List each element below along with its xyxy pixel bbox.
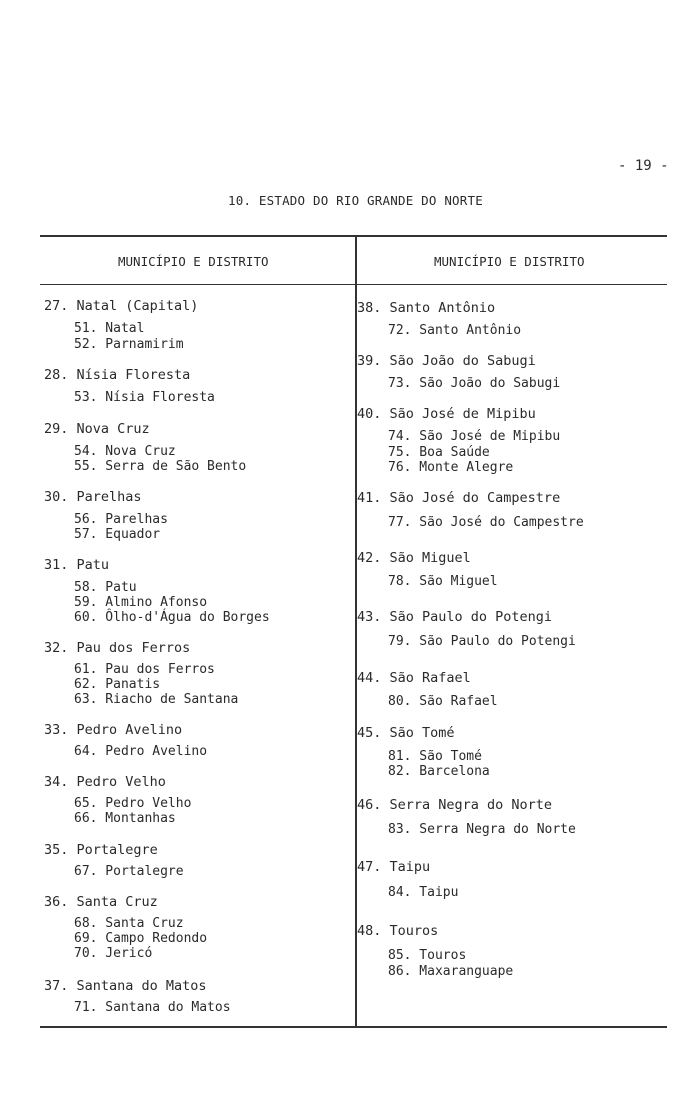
distrito-entry: 61. Pau dos Ferros [74, 662, 215, 677]
distrito-entry: 53. Nísia Floresta [74, 390, 215, 405]
distrito-entry: 80. São Rafael [388, 694, 498, 709]
municipio-entry: 30. Parelhas [44, 489, 142, 505]
municipio-entry: 27. Natal (Capital) [44, 298, 199, 314]
distrito-entry: 68. Santa Cruz [74, 916, 184, 931]
distrito-entry: 57. Equador [74, 527, 161, 542]
municipio-entry: 44. São Rafael [357, 670, 471, 686]
distrito-entry: 71. Santana do Matos [74, 1000, 231, 1015]
municipio-entry: 46. Serra Negra do Norte [357, 797, 553, 813]
distrito-entry: 73. São João do Sabugi [388, 376, 561, 391]
distrito-entry: 56. Parelhas [74, 512, 168, 527]
municipio-entry: 45. São Tomé [357, 725, 455, 741]
distrito-entry: 81. São Tomé [388, 749, 482, 764]
municipio-entry: 29. Nova Cruz [44, 421, 150, 437]
distrito-entry: 51. Natal [74, 321, 145, 336]
column-header-right: MUNICÍPIO E DISTRITO [434, 254, 585, 269]
municipio-entry: 38. Santo Antônio [357, 300, 496, 316]
municipio-entry: 36. Santa Cruz [44, 894, 158, 910]
municipio-entry: 35. Portalegre [44, 842, 158, 858]
distrito-entry: 75. Boa Saúde [388, 445, 490, 460]
distrito-entry: 52. Parnamirim [74, 337, 184, 352]
distrito-entry: 82. Barcelona [388, 764, 490, 779]
distrito-entry: 66. Montanhas [74, 811, 176, 826]
municipio-entry: 32. Pau dos Ferros [44, 640, 191, 656]
municipio-entry: 34. Pedro Velho [44, 774, 166, 790]
distrito-entry: 76. Monte Alegre [388, 460, 514, 475]
table-bottom-rule [40, 1026, 667, 1028]
municipio-entry: 47. Taipu [357, 859, 431, 875]
table-header-rule [40, 284, 667, 285]
distrito-entry: 85. Touros [388, 948, 467, 963]
distrito-entry: 70. Jericó [74, 946, 153, 961]
distrito-entry: 64. Pedro Avelino [74, 744, 208, 759]
distrito-entry: 83. Serra Negra do Norte [388, 822, 576, 837]
distrito-entry: 79. São Paulo do Potengi [388, 634, 576, 649]
distrito-entry: 77. São José do Campestre [388, 515, 584, 530]
municipio-entry: 43. São Paulo do Potengi [357, 609, 553, 625]
distrito-entry: 54. Nova Cruz [74, 444, 176, 459]
distrito-entry: 55. Serra de São Bento [74, 459, 247, 474]
municipio-entry: 31. Patu [44, 557, 110, 573]
distrito-entry: 84. Taipu [388, 885, 459, 900]
distrito-entry: 72. Santo Antônio [388, 323, 522, 338]
distrito-entry: 59. Almino Afonso [74, 595, 208, 610]
municipio-entry: 28. Nísia Floresta [44, 367, 191, 383]
municipio-entry: 37. Santana do Matos [44, 978, 207, 994]
municipio-entry: 33. Pedro Avelino [44, 722, 183, 738]
document-title: 10. ESTADO DO RIO GRANDE DO NORTE [228, 193, 483, 208]
distrito-entry: 60. Ôlho-d'Água do Borges [74, 610, 270, 625]
distrito-entry: 63. Riacho de Santana [74, 692, 239, 707]
table-top-rule [40, 235, 667, 237]
page-number: - 19 - [618, 158, 669, 174]
municipio-entry: 48. Touros [357, 923, 439, 939]
distrito-entry: 65. Pedro Velho [74, 796, 192, 811]
distrito-entry: 62. Panatis [74, 677, 161, 692]
municipio-entry: 40. São José de Mipibu [357, 406, 536, 422]
municipio-entry: 39. São João do Sabugi [357, 353, 536, 369]
distrito-entry: 78. São Miguel [388, 574, 498, 589]
municipio-entry: 42. São Miguel [357, 550, 471, 566]
municipio-entry: 41. São José do Campestre [357, 490, 561, 506]
distrito-entry: 67. Portalegre [74, 864, 184, 879]
column-header-left: MUNICÍPIO E DISTRITO [118, 254, 269, 269]
distrito-entry: 69. Campo Redondo [74, 931, 208, 946]
distrito-entry: 86. Maxaranguape [388, 964, 514, 979]
distrito-entry: 58. Patu [74, 580, 137, 595]
distrito-entry: 74. São José de Mipibu [388, 429, 561, 444]
